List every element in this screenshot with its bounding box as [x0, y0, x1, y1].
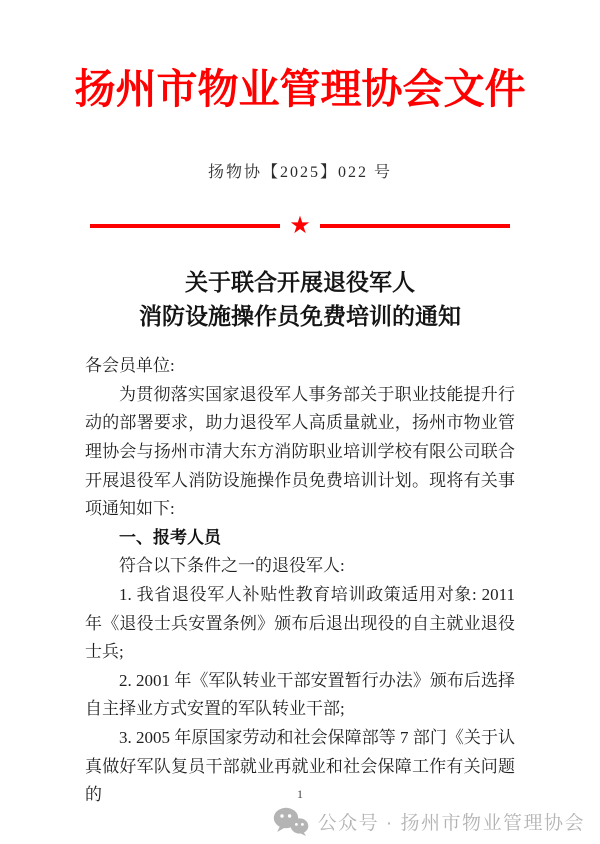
section1-heading: 一、报考人员: [119, 527, 221, 547]
document-title-line2: 消防设施操作员免费培训的通知: [139, 304, 461, 330]
page-number: 1: [297, 787, 303, 801]
document-title-line1: 关于联合开展退役军人: [185, 270, 415, 296]
section1-lead: 符合以下条件之一的退役军人:: [119, 556, 345, 576]
section1-item1: 1. 我省退役军人补贴性教育培训政策适用对象: 2011 年《退役士兵安置条例》颁布后退出现役的自主就业退役士兵;: [85, 585, 515, 662]
section1-item3: 3. 2005 年原国家劳动和社会保障部等 7 部门《关于认真做好军队复员干部就业再就业和社会保障工作有关问题的: [85, 727, 515, 805]
document-title: [0, 266, 600, 334]
rule-line-right: [320, 224, 510, 228]
salutation: 各会员单位:: [85, 356, 175, 376]
intro-paragraph: 为贯彻落实国家退役军人事务部关于职业技能提升行动的部署要求，助力退役军人高质量就业，扬州市物业管理协会与扬州市清大东方消防职业培训学校有限公司联合开展退役军人消防设施操作员免费培训计划。现将有关事项通知如下:: [85, 384, 515, 519]
wechat-icon: [273, 807, 309, 836]
wechat-watermark: [273, 807, 585, 836]
section1-item2: 2. 2001 年《军队转业干部安置暂行办法》颁布后选择自主择业方式安置的军队转业干部;: [85, 670, 515, 719]
document-number: 扬物协【2025】022 号: [207, 164, 392, 182]
document-body: [85, 352, 515, 810]
letterhead-title: 扬州市物业管理协会文件: [74, 66, 526, 112]
star-icon: ★: [289, 213, 311, 240]
watermark-label: 公众号 · 扬州市物业管理协会: [317, 813, 585, 834]
rule-line-left: [90, 224, 280, 228]
red-separator-rule: [90, 214, 510, 238]
